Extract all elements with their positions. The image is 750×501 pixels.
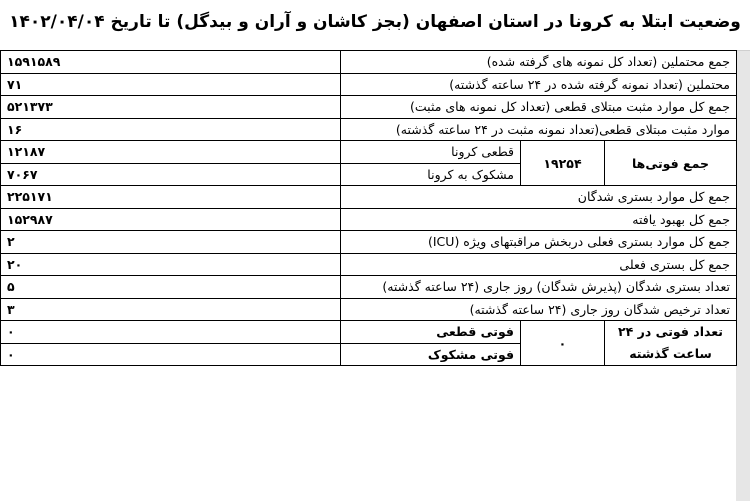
deaths-total: ۱۹۲۵۴ [521, 141, 605, 186]
row-label: جمع کل بستری فعلی [341, 253, 737, 276]
deaths24-sub-value: ۰ [1, 343, 341, 366]
row-label: تعداد ترخیص شدگان روز جاری (۲۴ ساعته گذشته) [341, 298, 737, 321]
row-label: جمع محتملین (تعداد کل نمونه های گرفته شده) [341, 51, 737, 74]
deaths-sub-label: قطعی کرونا [341, 141, 521, 164]
table-row [1, 276, 737, 299]
deaths-sub-value: ۱۲۱۸۷ [1, 141, 341, 164]
stats-table [0, 50, 737, 366]
row-value: ۱۵۹۱۵۸۹ [1, 51, 341, 74]
deaths-row [1, 141, 737, 164]
row-value: ۵۲۱۳۷۳ [1, 96, 341, 119]
row-label: تعداد بستری شدگان (پذیرش شدگان) روز جاری (۲۴ ساعته گذشته) [341, 276, 737, 299]
row-label: جمع کل موارد مثبت مبتلای قطعی (تعداد کل نمونه های مثبت) [341, 96, 737, 119]
row-value: ۲ [1, 231, 341, 254]
row-label: جمع کل موارد بستری شدگان [341, 186, 737, 209]
deaths24-label: تعداد فوتی در ۲۴ ساعت گذشته [605, 321, 737, 366]
right-edge-stripe [736, 50, 750, 501]
row-label: جمع کل بهبود یافته [341, 208, 737, 231]
row-value: ۱۵۲۹۸۷ [1, 208, 341, 231]
row-value: ۷۱ [1, 73, 341, 96]
row-value: ۲۰ [1, 253, 341, 276]
deaths24-sub-value: ۰ [1, 321, 341, 344]
row-value: ۵ [1, 276, 341, 299]
table-row [1, 118, 737, 141]
deaths24-total: ۰ [521, 321, 605, 366]
table-row [1, 253, 737, 276]
row-label: محتملین (تعداد نمونه گرفته شده در ۲۴ ساعته گذشته) [341, 73, 737, 96]
row-value: ۲۲۵۱۷۱ [1, 186, 341, 209]
table-row [1, 208, 737, 231]
table-row [1, 186, 737, 209]
deaths24-row [1, 321, 737, 344]
deaths-label: جمع فوتی‌ها [605, 141, 737, 186]
table-row [1, 298, 737, 321]
deaths24-sub-label: فوتی مشکوک [341, 343, 521, 366]
deaths24-sub-label: فوتی قطعی [341, 321, 521, 344]
table-row [1, 231, 737, 254]
page-title: وضعیت ابتلا به کرونا در استان اصفهان (بجز کاشان و آران و بیدگل) تا تاریخ ۱۴۰۲/۰۴/۰۴ [9, 12, 741, 32]
row-value: ۳ [1, 298, 341, 321]
table-row [1, 73, 737, 96]
row-label: موارد مثبت مبتلای قطعی(تعداد نمونه مثبت در ۲۴ ساعته گذشته) [341, 118, 737, 141]
deaths-sub-label: مشکوک به کرونا [341, 163, 521, 186]
row-label: جمع کل موارد بستری فعلی دربخش مراقبتهای ویژه (ICU) [341, 231, 737, 254]
deaths-sub-value: ۷۰۶۷ [1, 163, 341, 186]
table-row [1, 51, 737, 74]
table-row [1, 96, 737, 119]
row-value: ۱۶ [1, 118, 341, 141]
